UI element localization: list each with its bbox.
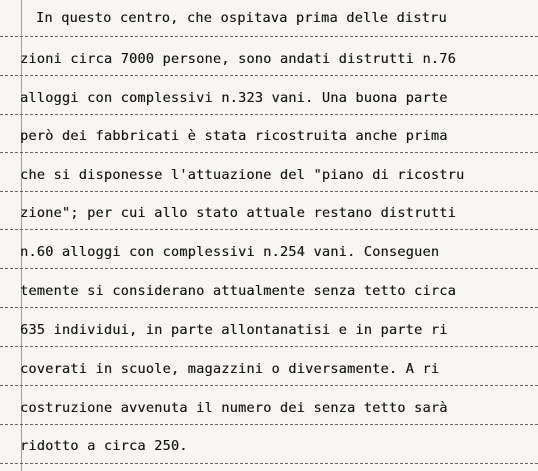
ruled-line-6 xyxy=(0,229,538,230)
ruled-line-3 xyxy=(0,114,538,115)
ruled-line-9 xyxy=(0,346,538,347)
ruled-line-2 xyxy=(0,75,538,76)
text-line-2: zioni circa 7000 persone, sono andati distrutti n.76 xyxy=(20,51,456,67)
text-line-4: però dei fabbricati è stata ricostruita anche prima xyxy=(20,128,448,144)
text-line-5: che si disponesse l'attuazione del "piano di ricostru xyxy=(20,167,465,183)
text-line-10: coverati in scuole, magazzini o diversamente. A ri xyxy=(20,361,440,377)
ruled-line-1 xyxy=(0,36,538,37)
ruled-line-5 xyxy=(0,191,538,192)
text-line-7: n.60 alloggi con complessivi n.254 vani. Conseguen xyxy=(20,244,440,260)
ruled-line-4 xyxy=(0,152,538,153)
text-line-6: zione"; per cui allo stato attuale restano distrutti xyxy=(20,205,456,221)
ruled-line-10 xyxy=(0,385,538,386)
text-line-8: temente si considerano attualmente senza tetto circa xyxy=(20,283,456,299)
text-line-3: alloggi con complessivi n.323 vani. Una buona parte xyxy=(20,90,448,106)
ruled-line-8 xyxy=(0,307,538,308)
ruled-line-11 xyxy=(0,424,538,425)
ruled-line-12 xyxy=(0,463,538,464)
ruled-line-7 xyxy=(0,268,538,269)
text-line-9: 635 individui, in parte allontanatisi e in parte ri xyxy=(20,322,448,338)
text-line-1: In questo centro, che ospitava prima delle distru xyxy=(36,10,447,26)
text-line-11: costruzione avvenuta il numero dei senza tetto sarà xyxy=(20,400,448,416)
text-line-12: ridotto a circa 250. xyxy=(20,438,188,454)
